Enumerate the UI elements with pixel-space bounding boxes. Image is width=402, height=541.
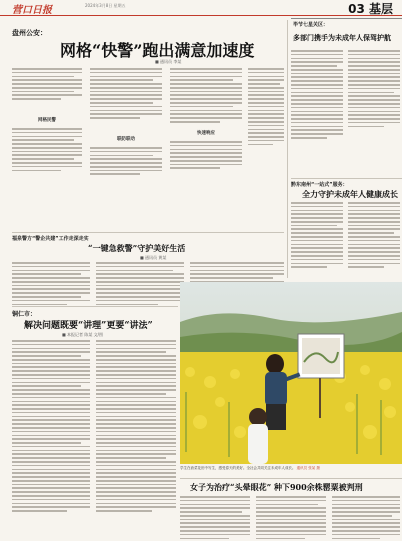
top-story-lead bbox=[12, 68, 82, 102]
right-story-2-col-1 bbox=[291, 202, 343, 270]
bottom-right-headline: 女子为治疗“头晕眼花” 种下900余株罂粟被判刑 bbox=[190, 482, 363, 492]
top-story-col-4 bbox=[248, 68, 284, 147]
top-story-subhead-2: 联防联动 bbox=[117, 137, 135, 142]
middle-story-headline: “一键急救警”守护美好生活 bbox=[88, 243, 186, 253]
middle-story-col-1 bbox=[12, 262, 90, 307]
top-story-col-3b bbox=[170, 141, 242, 171]
right-story-1-col-1 bbox=[291, 50, 343, 141]
bottom-left-headline: 解决问题既要“讲理”更要“讲法” bbox=[24, 321, 153, 331]
newspaper-logo: 营口日报 bbox=[12, 5, 52, 16]
top-story-col-2 bbox=[90, 68, 162, 121]
bottom-left-byline: ■ 本报记者 陈某 文/图 bbox=[62, 332, 103, 337]
right-story-2-col-2 bbox=[348, 202, 400, 270]
right-story-2-kicker: 黔东南州“一站式”服务： bbox=[291, 182, 348, 188]
middle-story-kicker: 福泉警方“警企共建”工作走深走实 bbox=[12, 236, 89, 242]
top-story-subhead-3: 快速响应 bbox=[197, 131, 215, 136]
photo-credit: 通讯员 张某 摄 bbox=[296, 466, 320, 470]
rapeseed-field-illustration bbox=[180, 282, 402, 464]
middle-divider bbox=[12, 232, 284, 233]
bottom-left-divider bbox=[12, 306, 178, 307]
top-story-col-2b bbox=[90, 147, 162, 177]
bottom-left-kicker: 铜仁市： bbox=[12, 311, 37, 318]
top-story-col-3 bbox=[170, 68, 242, 125]
top-story-kicker: 盘州公安： bbox=[12, 29, 47, 37]
top-story-col-1 bbox=[12, 128, 82, 173]
top-story-byline: ■ 通讯员 李某 bbox=[155, 59, 182, 64]
bottom-left-col-2 bbox=[96, 340, 176, 514]
photo-caption bbox=[180, 466, 402, 471]
middle-story-byline: ■ 通讯员 黄某 bbox=[140, 255, 167, 260]
top-story-headline: 网格“快警”跑出满意加速度 bbox=[60, 41, 255, 60]
bottom-right-col-1 bbox=[180, 496, 250, 541]
photo-caption-text: 学生在油菜花田中写生，感受春天的美好。全社会共同关注未成年人成长。 bbox=[180, 466, 296, 470]
right-story-1-col-2 bbox=[348, 50, 400, 129]
right-story-1-headline: 多部门携手为未成年人保驾护航 bbox=[293, 33, 391, 42]
right-story-1-kicker: 毕节七星关区： bbox=[293, 22, 329, 28]
bottom-right-divider bbox=[180, 478, 402, 479]
bottom-left-col-1 bbox=[12, 340, 90, 514]
masthead bbox=[0, 0, 402, 16]
middle-story-col-2 bbox=[96, 262, 184, 307]
top-story-subhead-1: 网格民警 bbox=[38, 118, 56, 123]
issue-meta: 2024年3月8日 星期五 bbox=[85, 3, 126, 8]
column-divider bbox=[287, 20, 288, 278]
bottom-right-col-2 bbox=[256, 496, 326, 541]
feature-photo bbox=[180, 282, 402, 464]
bottom-right-col-3 bbox=[332, 496, 400, 541]
right-story-2-headline: 全力守护未成年人健康成长 bbox=[302, 189, 398, 199]
right-divider bbox=[291, 178, 402, 179]
section-title: 03 基层 bbox=[348, 2, 393, 16]
